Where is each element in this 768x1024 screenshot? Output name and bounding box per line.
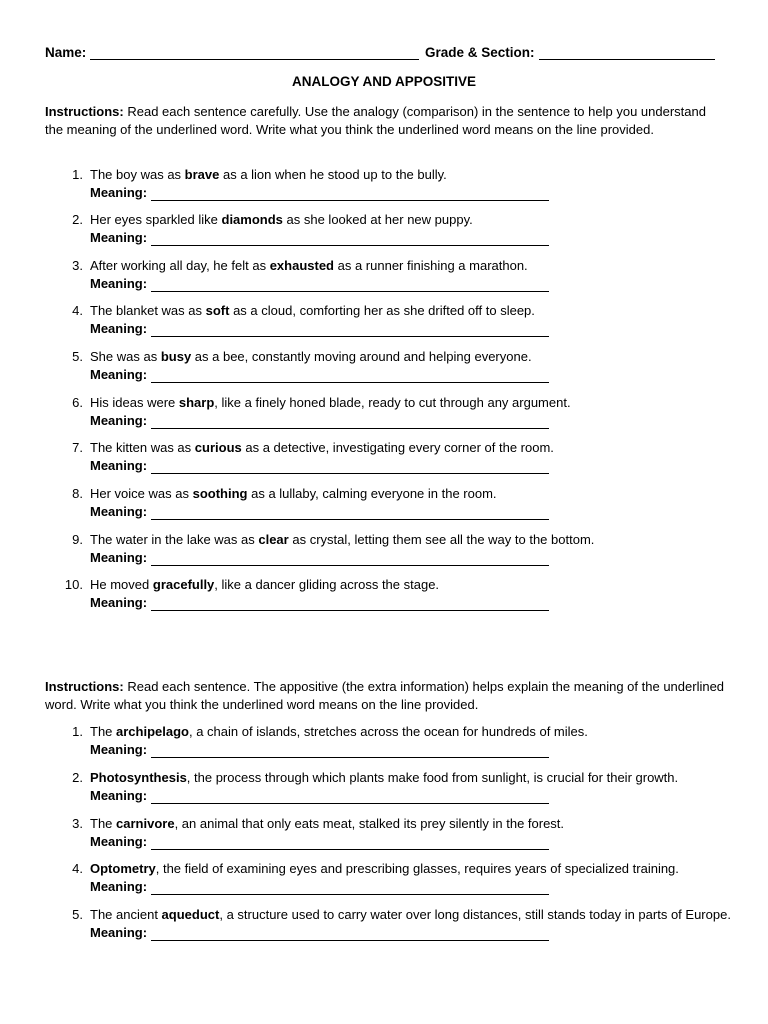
item-number: 4.	[72, 303, 83, 318]
instructions-text: Read each sentence carefully. Use the analogy (comparison) in the sentence to help you understand the meaning of the underlined word. Write what you think the underlined word means on the line provided.	[45, 104, 706, 137]
sentence-text: as a cloud, comforting her as she drifted off to sleep.	[229, 303, 535, 318]
meaning-row	[90, 503, 735, 521]
meaning-answer-line[interactable]	[151, 415, 549, 429]
meaning-row	[90, 833, 735, 851]
list-item	[45, 348, 735, 383]
list-item	[45, 576, 735, 611]
item-number: 1.	[72, 167, 83, 182]
target-word: soft	[205, 303, 230, 318]
sentence-text: Her eyes sparkled like	[90, 212, 222, 227]
grade-label: Grade & Section:	[425, 45, 535, 60]
meaning-answer-line[interactable]	[151, 460, 549, 474]
sentence-text: , an animal that only eats meat, stalked its prey silently in the forest.	[174, 816, 565, 831]
meaning-label: Meaning:	[90, 549, 148, 565]
target-word: soothing	[192, 486, 248, 501]
meaning-row	[90, 229, 735, 247]
item-number: 4.	[72, 861, 83, 876]
meaning-row	[90, 594, 735, 612]
item-number: 2.	[72, 770, 83, 785]
instructions-text: Read each sentence. The appositive (the extra information) helps explain the meaning of the underlined word. Write what you think the underlined word means on the line provided.	[45, 679, 725, 712]
meaning-answer-line[interactable]	[151, 323, 549, 337]
sentence-text: , a structure used to carry water over long distances, still stands today in parts of Europe.	[219, 907, 731, 922]
item-sentence	[90, 576, 735, 594]
meaning-answer-line[interactable]	[151, 232, 549, 246]
sentence-text: , like a finely honed blade, ready to cut through any argument.	[214, 395, 571, 410]
header-row	[45, 45, 725, 63]
meaning-row	[90, 924, 735, 942]
item-number: 5.	[72, 907, 83, 922]
item-sentence	[90, 860, 735, 878]
sentence-text: as a lullaby, calming everyone in the room.	[247, 486, 497, 501]
meaning-label: Meaning:	[90, 229, 148, 245]
target-word: busy	[160, 349, 192, 364]
meaning-answer-line[interactable]	[151, 597, 549, 611]
grade-line	[539, 45, 715, 60]
meaning-row	[90, 320, 735, 338]
meaning-row	[90, 184, 735, 202]
meaning-label: Meaning:	[90, 594, 148, 610]
item-number: 3.	[72, 816, 83, 831]
item-sentence	[90, 439, 735, 457]
list-item	[45, 211, 735, 246]
target-word: diamonds	[221, 212, 283, 227]
meaning-label: Meaning:	[90, 320, 148, 336]
list-item	[45, 531, 735, 566]
meaning-row	[90, 412, 735, 430]
item-number: 5.	[72, 349, 83, 364]
meaning-label: Meaning:	[90, 878, 148, 894]
target-word: gracefully	[152, 577, 215, 592]
meaning-row	[90, 457, 735, 475]
list-item	[45, 860, 735, 895]
list-item	[45, 302, 735, 337]
sentence-text: as a runner finishing a marathon.	[334, 258, 528, 273]
item-sentence	[90, 531, 735, 549]
meaning-row	[90, 366, 735, 384]
item-sentence	[90, 485, 735, 503]
meaning-row	[90, 275, 735, 293]
sentence-text: as crystal, letting them see all the way to the bottom.	[288, 532, 595, 547]
target-word: sharp	[178, 395, 215, 410]
target-word: curious	[194, 440, 242, 455]
item-sentence	[90, 166, 735, 184]
list-item	[45, 723, 735, 758]
section1-instructions	[45, 103, 725, 138]
meaning-answer-line[interactable]	[151, 927, 549, 941]
sentence-text: , a chain of islands, stretches across the ocean for hundreds of miles.	[188, 724, 588, 739]
page-title: ANALOGY AND APPOSITIVE	[291, 74, 477, 89]
list-item	[45, 439, 735, 474]
meaning-row	[90, 549, 735, 567]
target-word: archipelago	[116, 724, 189, 739]
meaning-answer-line[interactable]	[151, 790, 549, 804]
list-item	[45, 769, 735, 804]
sentence-text: She was as	[90, 349, 161, 364]
item-sentence	[90, 769, 735, 787]
list-item	[45, 485, 735, 520]
name-label: Name:	[45, 45, 87, 60]
meaning-label: Meaning:	[90, 924, 148, 940]
name-line	[90, 45, 419, 60]
meaning-label: Meaning:	[90, 833, 148, 849]
sentence-text: as a detective, investigating every corner of the room.	[241, 440, 554, 455]
item-sentence	[90, 211, 735, 229]
target-word: exhausted	[269, 258, 334, 273]
meaning-label: Meaning:	[90, 503, 148, 519]
sentence-text: His ideas were	[90, 395, 179, 410]
meaning-row	[90, 741, 735, 759]
meaning-answer-line[interactable]	[151, 881, 549, 895]
sentence-text: The ancient	[90, 907, 162, 922]
target-word: brave	[184, 167, 220, 182]
item-number: 9.	[72, 532, 83, 547]
sentence-text: The	[90, 816, 117, 831]
item-number: 7.	[72, 440, 83, 455]
item-sentence	[90, 394, 735, 412]
sentence-text: , the field of examining eyes and prescribing glasses, requires years of specialized training.	[155, 861, 679, 876]
list-item	[45, 906, 735, 941]
meaning-answer-line[interactable]	[151, 836, 549, 850]
meaning-label: Meaning:	[90, 412, 148, 428]
list-item	[45, 166, 735, 201]
sentence-text: The boy was as	[90, 167, 185, 182]
sentence-text: The	[90, 724, 117, 739]
item-number: 6.	[72, 395, 83, 410]
meaning-answer-line[interactable]	[151, 506, 549, 520]
item-sentence	[90, 302, 735, 320]
sentence-text: as a bee, constantly moving around and helping everyone.	[191, 349, 532, 364]
item-number: 10.	[64, 577, 83, 592]
instructions-label: Instructions:	[45, 679, 124, 694]
sentence-text: , the process through which plants make food from sunlight, is crucial for their growth.	[186, 770, 679, 785]
list-item	[45, 815, 735, 850]
target-word: aqueduct	[161, 907, 220, 922]
sentence-text: He moved	[90, 577, 153, 592]
sentence-text: Her voice was as	[90, 486, 193, 501]
meaning-row	[90, 787, 735, 805]
meaning-answer-line[interactable]	[151, 187, 549, 201]
sentence-text: as she looked at her new puppy.	[282, 212, 473, 227]
sentence-text: After working all day, he felt as	[90, 258, 270, 273]
target-word: Optometry	[90, 861, 156, 876]
sentence-text: The water in the lake was as	[90, 532, 259, 547]
item-sentence	[90, 815, 735, 833]
meaning-row	[90, 878, 735, 896]
grade-section	[425, 45, 715, 60]
meaning-label: Meaning:	[90, 741, 148, 757]
item-sentence	[90, 348, 735, 366]
section2-instructions	[45, 678, 725, 713]
meaning-label: Meaning:	[90, 787, 148, 803]
meaning-label: Meaning:	[90, 275, 148, 291]
target-word: Photosynthesis	[90, 770, 187, 785]
item-sentence	[90, 906, 735, 924]
item-sentence	[90, 257, 735, 275]
item-sentence	[90, 723, 735, 741]
meaning-label: Meaning:	[90, 366, 148, 382]
list-item	[45, 257, 735, 292]
item-number: 1.	[72, 724, 83, 739]
meaning-answer-line[interactable]	[151, 744, 549, 758]
sentence-text: The kitten was as	[90, 440, 195, 455]
meaning-label: Meaning:	[90, 184, 148, 200]
meaning-label: Meaning:	[90, 457, 148, 473]
target-word: clear	[258, 532, 289, 547]
sentence-text: as a lion when he stood up to the bully.	[219, 167, 447, 182]
target-word: carnivore	[116, 816, 175, 831]
meaning-answer-line[interactable]	[151, 278, 549, 292]
item-number: 3.	[72, 258, 83, 273]
sentence-text: The blanket was as	[90, 303, 206, 318]
meaning-answer-line[interactable]	[151, 552, 549, 566]
item-number: 8.	[72, 486, 83, 501]
meaning-answer-line[interactable]	[151, 369, 549, 383]
item-number: 2.	[72, 212, 83, 227]
instructions-label: Instructions:	[45, 104, 124, 119]
sentence-text: , like a dancer gliding across the stage.	[214, 577, 440, 592]
list-item	[45, 394, 735, 429]
